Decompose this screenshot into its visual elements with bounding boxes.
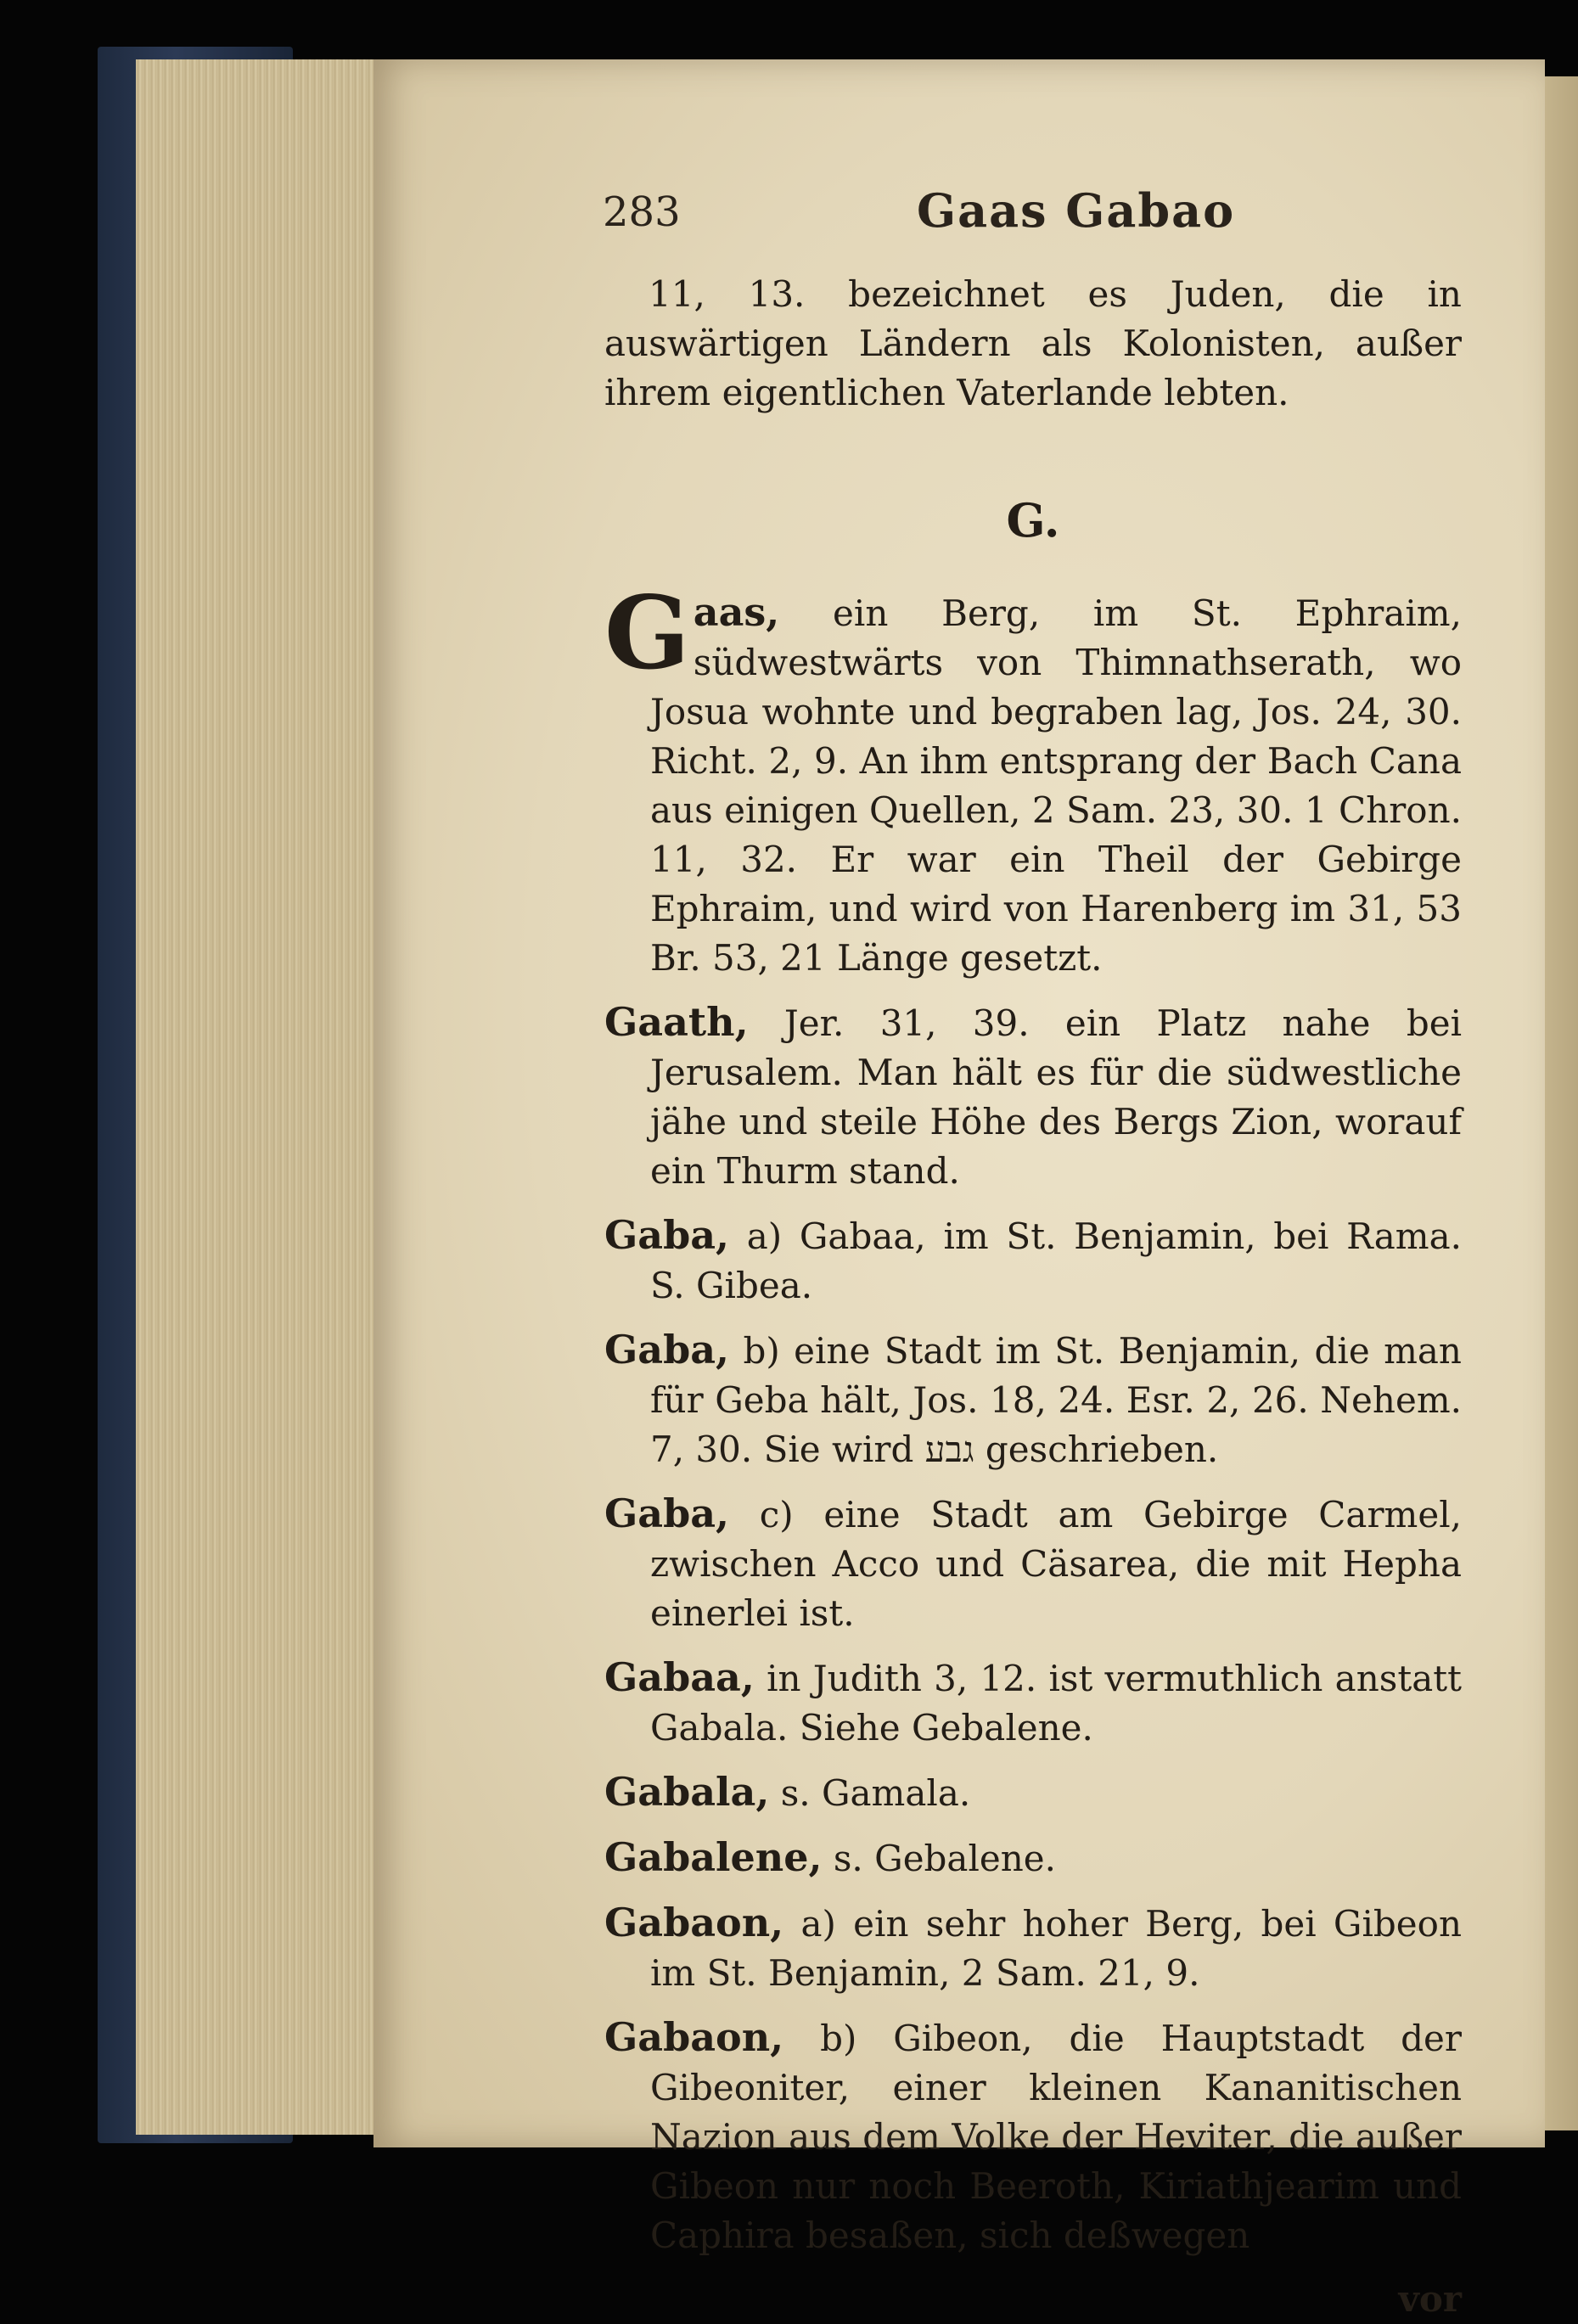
entry-text: b) Gibeon, die Hauptstadt der Gibeoniter, einer kleinen Kananitischen Nazion aus dem Volke der Heviter, die außer Gibeon nur noch Beeroth, Kiriathjearim und Caphira besaßen, sich deßwegen <box>650 2018 1462 2256</box>
page-edges <box>136 59 390 2135</box>
entry-gaba-c <box>604 1489 1462 1638</box>
entry-text: a) Gabaa, im St. Benjamin, bei Rama. S. Gibea. <box>650 1215 1462 1306</box>
entry-text: b) eine Stadt im St. Benjamin, die man für Geba hält, Jos. 18, 24. Esr. 2, 26. Nehem. 7, 30. Sie wird גבע geschrieben. <box>650 1330 1462 1470</box>
entry-gaas <box>604 574 1462 983</box>
entry-text: in Judith 3, 12. ist vermuthlich anstatt Gabala. Siehe Gebalene. <box>650 1658 1462 1749</box>
entry-headword: aas, <box>693 589 780 635</box>
entry-gabalene <box>604 1833 1462 1883</box>
entry-text: c) eine Stadt am Gebirge Carmel, zwischen Acco und Cäsarea, die mit Hepha einerlei ist. <box>650 1494 1462 1634</box>
entry-headword: Gaath, <box>604 999 749 1045</box>
entry-text: ein Berg, im St. Ephraim, südwestwärts von Thimnathserath, wo Josua wohnte und begraben lag, Jos. 24, 30. Richt. 2, 9. An ihm entsprang der Bach Cana aus einigen Quellen, 2 Sam. 23, 30. 1 Chron. 11, 32. Er war ein Theil der Gebirge Ephraim, und wird von Harenberg im 31, 53 Br. 53, 21 Länge gesetzt. <box>650 592 1462 979</box>
entry-gabala <box>604 1767 1462 1818</box>
catchword: vor <box>1398 2278 1462 2320</box>
page-body <box>604 270 1462 2324</box>
entry-text: s. Gebalene. <box>822 1838 1057 1879</box>
entry-text: s. Gamala. <box>769 1772 971 1814</box>
entry-headword: Gabaon, <box>604 2014 784 2060</box>
entry-headword: Gaba, <box>604 1212 730 1258</box>
letter-section-heading: G. <box>1006 493 1060 547</box>
entry-headword: Gaba, <box>604 1327 730 1373</box>
entry-headword: Gaba, <box>604 1490 730 1536</box>
continuation-paragraph: 11, 13. bezeichnet es Juden, die in auswärtigen Ländern als Kolonisten, außer ihrem eigentlichen Vaterlande lebten. <box>604 273 1462 413</box>
drop-cap: G <box>604 574 690 692</box>
entry-gabaon-b <box>604 2012 1462 2260</box>
entry-text: a) ein sehr hoher Berg, bei Gibeon im St. Benjamin, 2 Sam. 21, 9. <box>650 1903 1462 1994</box>
page-header <box>603 183 1452 248</box>
entry-gabaa <box>604 1653 1462 1753</box>
entry-gabaon-a <box>604 1898 1462 1998</box>
entry-headword: Gabala, <box>604 1769 770 1815</box>
entry-headword: Gabaa, <box>604 1654 755 1700</box>
entry-text: Jer. 31, 39. ein Platz nahe bei Jerusalem. Man hält es für die südwestliche jähe und steile Höhe des Bergs Zion, worauf ein Thurm stand. <box>650 1002 1462 1192</box>
entry-gaath <box>604 997 1462 1196</box>
running-head: Gaas Gabao <box>917 183 1236 238</box>
page-number: 283 <box>603 188 681 236</box>
entry-headword: Gabaon, <box>604 1900 784 1945</box>
entry-headword: Gabalene, <box>604 1834 823 1880</box>
entry-gaba-a <box>604 1210 1462 1311</box>
entry-gaba-b <box>604 1325 1462 1474</box>
